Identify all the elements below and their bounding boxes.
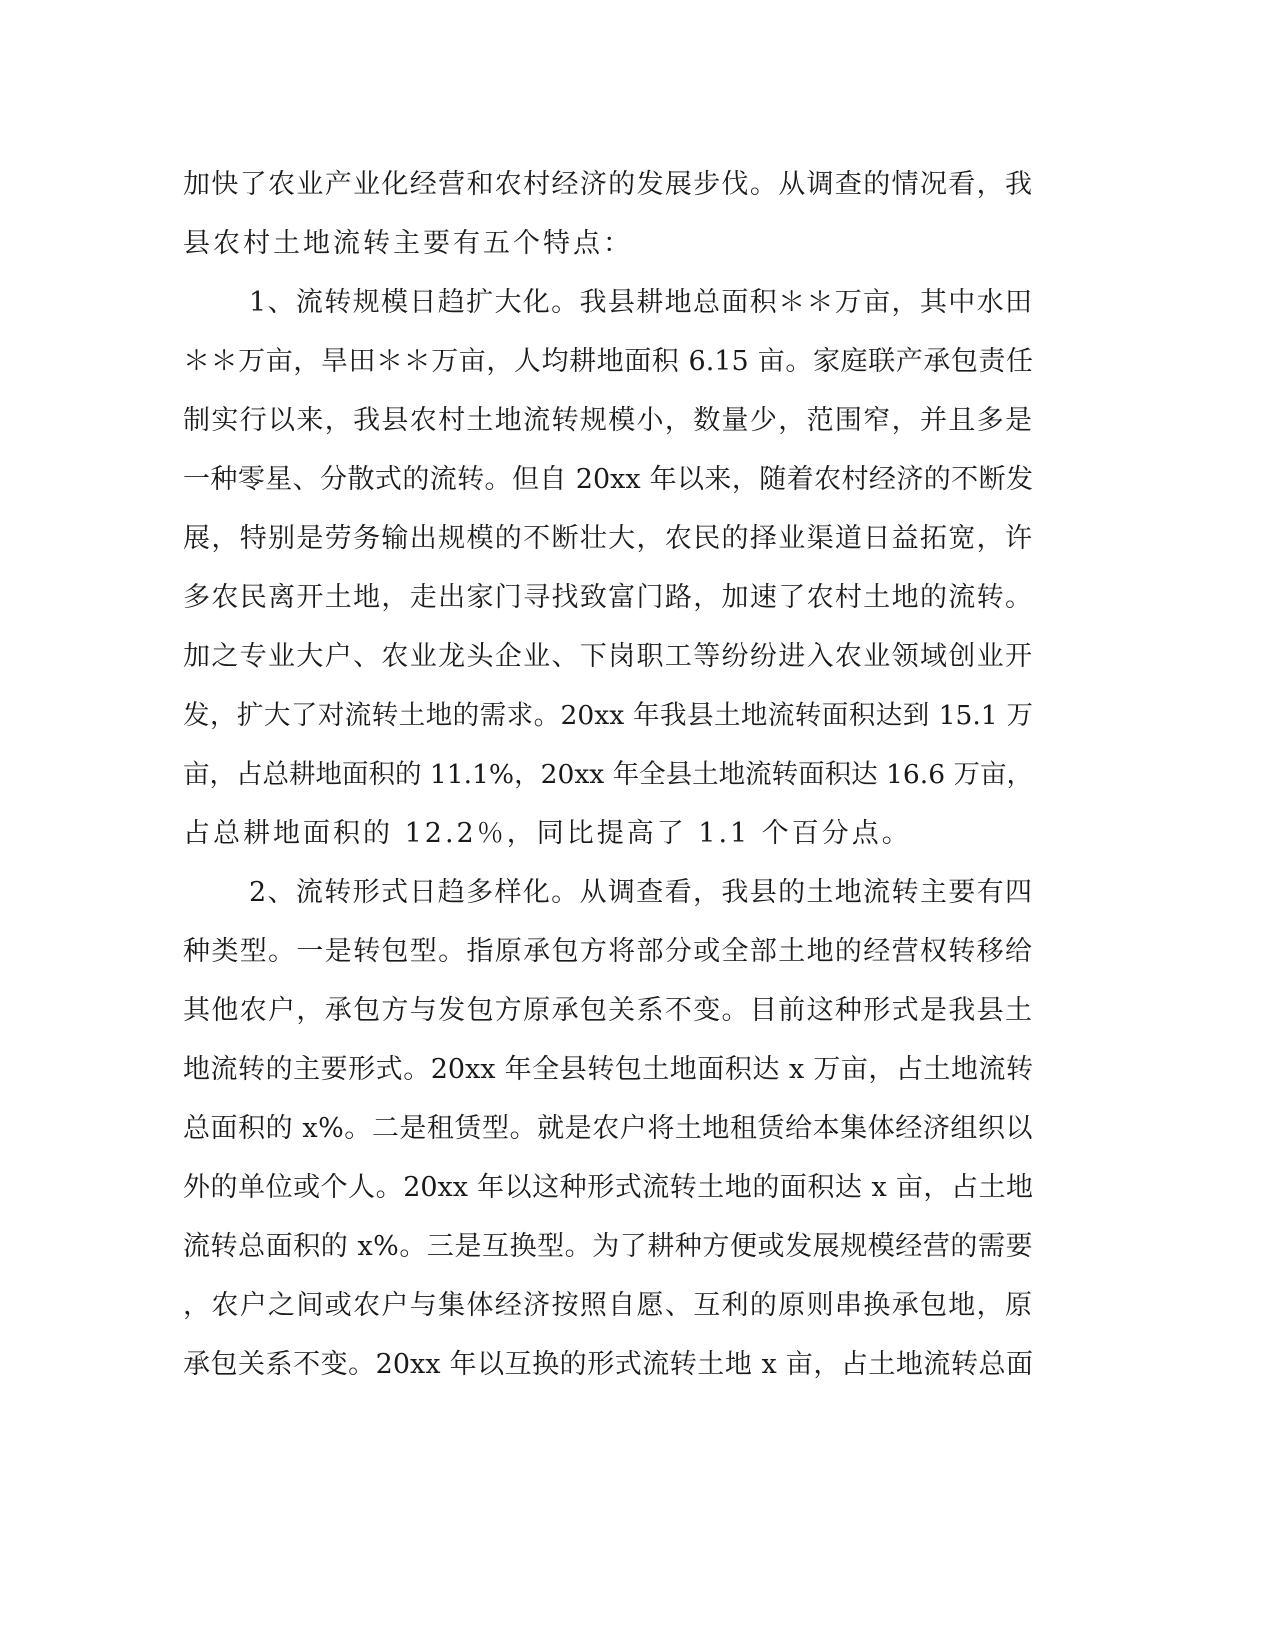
text-line: 亩，占总耕地面积的 11.1%，20xx 年全县土地流转面积达 16.6 万亩， <box>183 759 1033 790</box>
text-line: 县农村土地流转主要有五个特点： <box>183 228 633 259</box>
text-line: 展，特别是劳务输出规模的不断壮大，农民的择业渠道日益拓宽，许 <box>183 523 1033 554</box>
text-line: 总面积的 x%。二是租赁型。就是农户将土地租赁给本集体经济组织以 <box>183 1113 1033 1144</box>
text-line: 流转总面积的 x%。三是互换型。为了耕种方便或发展规模经营的需要 <box>183 1231 1033 1262</box>
text-line: 制实行以来，我县农村土地流转规模小，数量少，范围窄，并且多是 <box>183 405 1033 436</box>
text-line: 加快了农业产业化经营和农村经济的发展步伐。从调查的情况看，我 <box>183 169 1033 200</box>
text-line: 其他农户，承包方与发包方原承包关系不变。目前这种形式是我县土 <box>183 995 1033 1026</box>
text-line: 多农民离开土地，走出家门寻找致富门路，加速了农村土地的流转。 <box>183 582 1033 613</box>
text-line: 种类型。一是转包型。指原承包方将部分或全部土地的经营权转移给 <box>183 936 1033 967</box>
body-text <box>183 155 1033 1394</box>
paragraph-1-start: 1、流转规模日趋扩大化。我县耕地总面积＊＊万亩，其中水田 <box>249 287 1033 318</box>
text-line: 承包关系不变。20xx 年以互换的形式流转土地 x 亩，占土地流转总面 <box>183 1349 1033 1380</box>
paragraph-2-start: 2、流转形式日趋多样化。从调查看，我县的土地流转主要有四 <box>249 877 1033 908</box>
text-line: 一种零星、分散式的流转。但自 20xx 年以来，随着农村经济的不断发 <box>183 464 1033 495</box>
text-line: 外的单位或个人。20xx 年以这种形式流转土地的面积达 x 亩，占土地 <box>183 1172 1033 1203</box>
text-line: 地流转的主要形式。20xx 年全县转包土地面积达 x 万亩，占土地流转 <box>183 1054 1033 1085</box>
text-line: ＊＊万亩，旱田＊＊万亩，人均耕地面积 6.15 亩。家庭联产承包责任 <box>183 346 1033 377</box>
text-line: 发，扩大了对流转土地的需求。20xx 年我县土地流转面积达到 15.1 万 <box>183 700 1033 731</box>
text-line: ，农户之间或农户与集体经济按照自愿、互利的原则串换承包地，原 <box>183 1290 1033 1321</box>
text-line: 加之专业大户、农业龙头企业、下岗职工等纷纷进入农业领域创业开 <box>183 641 1033 672</box>
text-line: 占总耕地面积的 12.2％，同比提高了 1.1 个百分点。 <box>183 818 912 849</box>
